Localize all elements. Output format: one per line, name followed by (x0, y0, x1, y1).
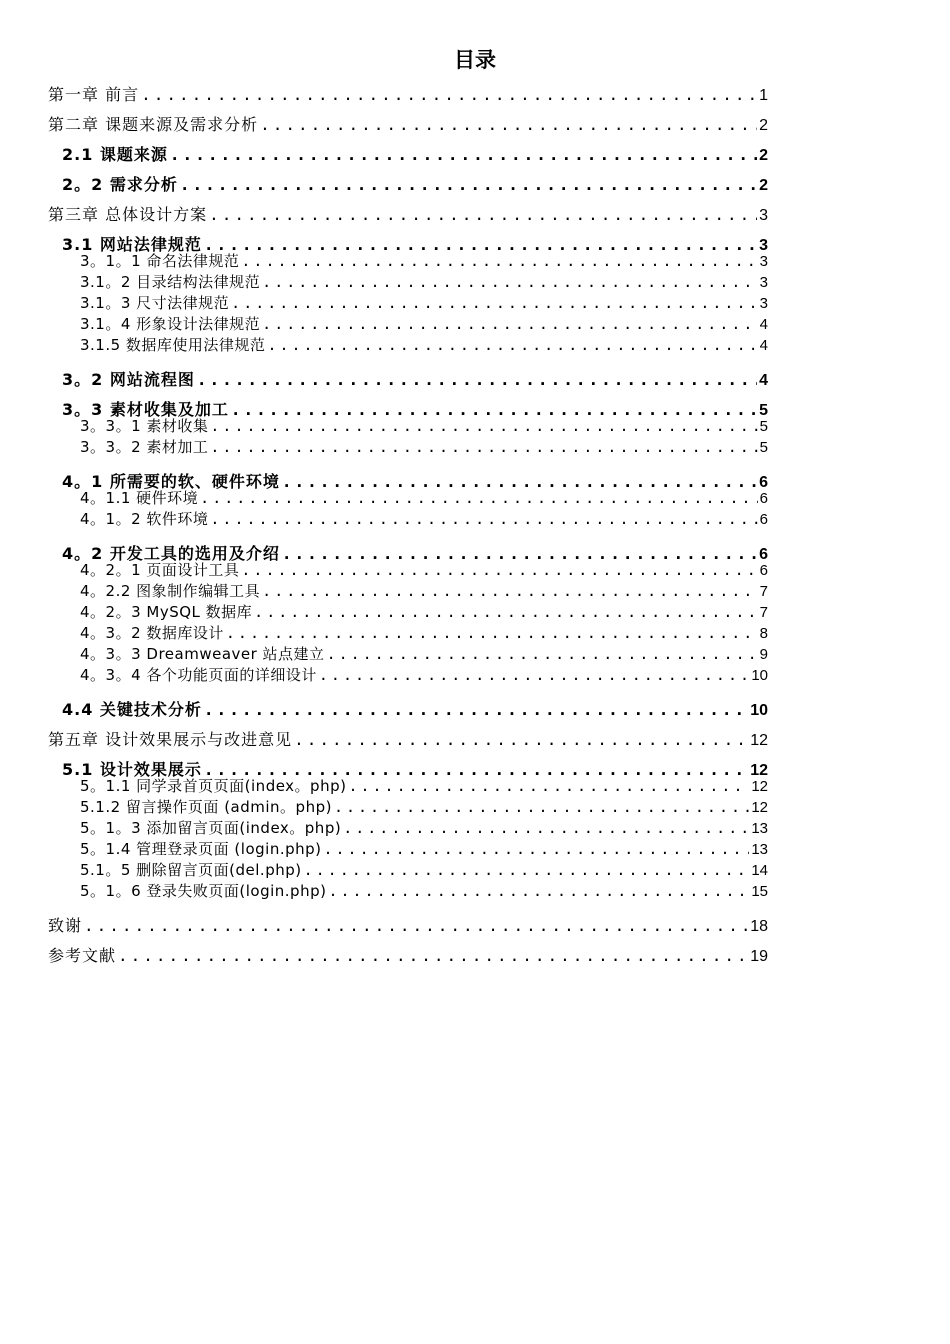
toc-entry-title: 第五章 设计效果展示与改进意见 (48, 730, 293, 749)
toc-leader-dots (260, 110, 757, 140)
toc-entry-title: 5。1.1 同学录首页页面(index。php) (80, 777, 347, 795)
toc-entry[interactable] (48, 839, 768, 860)
toc-entry[interactable] (48, 695, 768, 725)
toc-entry-title: 4。3。3 Dreamweaver 站点建立 (80, 645, 325, 663)
toc-entry-title: 5.1。5 删除留言页面(del.php) (80, 861, 302, 879)
toc-entry[interactable] (48, 80, 768, 110)
toc-entry[interactable] (48, 911, 768, 941)
toc-leader-dots (209, 200, 757, 230)
toc-page-number: 3 (759, 274, 768, 291)
toc-page-number: 19 (750, 948, 768, 965)
toc-entry-title: 2。2 需求分析 (62, 175, 178, 194)
toc-entry-title: 5。1。3 添加留言页面(index。php) (80, 819, 342, 837)
toc-page-number: 2 (759, 117, 768, 134)
toc-leader-dots (210, 416, 757, 437)
toc-page-number: 1 (759, 87, 768, 104)
toc-entry[interactable] (48, 416, 768, 437)
toc-leader-dots (197, 365, 757, 395)
toc-entry-title: 第二章 课题来源及需求分析 (48, 115, 259, 134)
toc-entry-title: 4。1 所需要的软、硬件环境 (62, 472, 280, 491)
toc-leader-dots (267, 335, 757, 356)
toc-leader-dots (319, 665, 749, 686)
toc-leader-dots (324, 839, 750, 860)
toc-entry[interactable] (48, 881, 768, 902)
toc-page-number: 3 (759, 253, 768, 270)
toc-entry[interactable] (48, 272, 768, 293)
toc-page-number: 2 (759, 147, 768, 164)
toc-leader-dots (141, 80, 757, 110)
toc-entry-title: 3。3 素材收集及加工 (62, 400, 229, 419)
toc-page-number: 12 (751, 799, 768, 816)
toc-leader-dots (231, 293, 757, 314)
toc-entry-title: 5.1 设计效果展示 (62, 760, 202, 779)
toc-page-number: 8 (759, 625, 768, 642)
toc-entry[interactable] (48, 488, 768, 509)
toc-entry[interactable] (48, 602, 768, 623)
toc-leader-dots (254, 602, 757, 623)
toc-page-number: 3 (759, 207, 768, 224)
toc-entry-title: 3.1 网站法律规范 (62, 235, 202, 254)
toc-entry-title: 4。2。1 页面设计工具 (80, 561, 240, 579)
toc-page-number: 6 (759, 474, 768, 491)
toc-page-number: 4 (759, 337, 768, 354)
toc-entry[interactable] (48, 797, 768, 818)
toc-leader-dots (84, 911, 748, 941)
toc-entry[interactable] (48, 581, 768, 602)
toc-leader-dots (210, 509, 757, 530)
toc-leader-dots (334, 797, 749, 818)
toc-entry-title: 3。3。2 素材加工 (80, 438, 209, 456)
toc-entry[interactable] (48, 293, 768, 314)
toc-page-number: 15 (751, 883, 768, 900)
toc-entry-title: 3。3。1 素材收集 (80, 417, 209, 435)
toc-page-number: 4 (759, 372, 768, 389)
toc-leader-dots (241, 251, 757, 272)
toc-entry[interactable] (48, 776, 768, 797)
toc-leader-dots (204, 695, 748, 725)
toc-entry-title: 4。2.2 图象制作编辑工具 (80, 582, 261, 600)
toc-entry[interactable] (48, 644, 768, 665)
toc-entry-title: 4。1。2 软件环境 (80, 510, 209, 528)
toc-entry[interactable] (48, 335, 768, 356)
toc-entry-title: 3.1.5 数据库使用法律规范 (80, 336, 266, 354)
toc-leader-dots (210, 437, 757, 458)
toc-leader-dots (262, 272, 757, 293)
toc-page-number: 9 (759, 646, 768, 663)
toc-page-number: 2 (759, 177, 768, 194)
toc-entry[interactable] (48, 860, 768, 881)
toc-entry[interactable] (48, 560, 768, 581)
toc-page-number: 3 (759, 237, 768, 254)
toc-page-number: 13 (751, 820, 768, 837)
toc-page-number: 7 (759, 604, 768, 621)
toc-entry-title: 5.1.2 留言操作页面 (admin。php) (80, 798, 332, 816)
table-of-contents (48, 80, 768, 971)
toc-entry-title: 第三章 总体设计方案 (48, 205, 208, 224)
toc-leader-dots (327, 644, 758, 665)
toc-leader-dots (262, 581, 757, 602)
toc-leader-dots (118, 941, 748, 971)
toc-page-number: 14 (751, 862, 768, 879)
toc-entry[interactable] (48, 509, 768, 530)
toc-entry[interactable] (48, 170, 768, 200)
toc-page-number: 5 (759, 402, 768, 419)
toc-page-number: 12 (750, 762, 768, 779)
toc-entry[interactable] (48, 251, 768, 272)
toc-entry-title: 3。2 网站流程图 (62, 370, 195, 389)
toc-entry-title: 3.1。4 形象设计法律规范 (80, 315, 261, 333)
toc-leader-dots (328, 881, 749, 902)
toc-entry[interactable] (48, 314, 768, 335)
toc-page-number: 4 (759, 316, 768, 333)
toc-leader-dots (294, 725, 748, 755)
toc-entry-title: 2.1 课题来源 (62, 145, 168, 164)
toc-page-number: 3 (759, 295, 768, 312)
toc-entry-title: 3.1。2 目录结构法律规范 (80, 273, 261, 291)
toc-entry-title: 参考文献 (48, 946, 117, 965)
toc-title: 目录 (454, 48, 496, 72)
toc-leader-dots (241, 560, 757, 581)
toc-page-number: 12 (751, 778, 768, 795)
toc-entry-title: 4。2 开发工具的选用及介绍 (62, 544, 280, 563)
toc-entry-title: 3.1。3 尺寸法律规范 (80, 294, 230, 312)
toc-entry-title: 致谢 (48, 916, 83, 935)
toc-entry-title: 3。1。1 命名法律规范 (80, 252, 240, 270)
toc-entry-title: 4。3。2 数据库设计 (80, 624, 224, 642)
toc-page-number: 7 (759, 583, 768, 600)
toc-entry[interactable] (48, 437, 768, 458)
toc-entry-title: 4.4 关键技术分析 (62, 700, 202, 719)
toc-leader-dots (226, 623, 758, 644)
toc-entry-title: 4。1.1 硬件环境 (80, 489, 199, 507)
toc-entry[interactable] (48, 110, 768, 140)
toc-leader-dots (304, 860, 750, 881)
toc-page-number: 5 (759, 439, 768, 456)
toc-entry[interactable] (48, 725, 768, 755)
toc-entry-title: 5。1。6 登录失败页面(login.php) (80, 882, 327, 900)
toc-leader-dots (343, 818, 749, 839)
toc-leader-dots (170, 140, 757, 170)
toc-entry[interactable] (48, 665, 768, 686)
toc-entry[interactable] (48, 818, 768, 839)
toc-page-number: 10 (750, 702, 768, 719)
toc-page-number: 18 (750, 918, 768, 935)
toc-entry-title: 5。1.4 管理登录页面 (login.php) (80, 840, 322, 858)
toc-entry[interactable] (48, 140, 768, 170)
toc-page-number: 13 (751, 841, 768, 858)
toc-entry-title: 4。2。3 MySQL 数据库 (80, 603, 253, 621)
toc-entry-title: 4。3。4 各个功能页面的详细设计 (80, 666, 317, 684)
toc-page-number: 5 (759, 418, 768, 435)
toc-entry[interactable] (48, 623, 768, 644)
toc-page-number: 6 (759, 490, 768, 507)
toc-entry-title: 第一章 前言 (48, 85, 140, 104)
toc-leader-dots (348, 776, 749, 797)
toc-leader-dots (262, 314, 757, 335)
toc-page-number: 10 (751, 667, 768, 684)
toc-page-number: 6 (759, 511, 768, 528)
toc-page-number: 6 (759, 562, 768, 579)
toc-leader-dots (180, 170, 757, 200)
toc-entry[interactable] (48, 200, 768, 230)
toc-page-number: 6 (759, 546, 768, 563)
toc-leader-dots (200, 488, 757, 509)
toc-entry[interactable] (48, 365, 768, 395)
toc-entry[interactable] (48, 941, 768, 971)
toc-page-number: 12 (750, 732, 768, 749)
